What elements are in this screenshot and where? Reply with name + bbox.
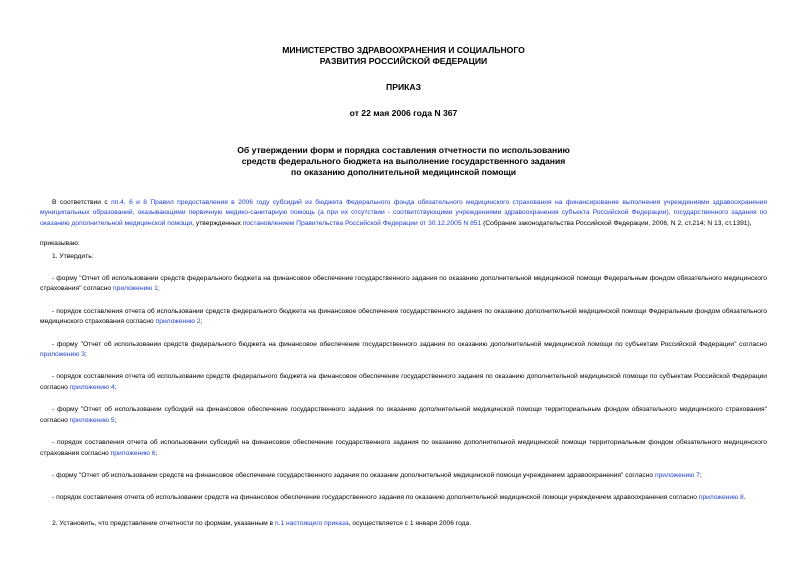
approved-item-text: - форму "Отчет об использовании средств федерального бюджета на финансовое обеспечение государственного задания по оказанию дополнительной медицинской помощи Федеральным фондом обязательного медицинского страхования" согласно — [40, 275, 767, 293]
item-2-establish — [40, 519, 767, 529]
order-subject — [40, 145, 767, 178]
approved-item-text: - порядок составления отчета об использовании средств федерального бюджета на финансовое обеспечение государственного задания по оказанию дополнительной медицинской помощи по субъектам Российской Федерации согласно — [40, 373, 767, 391]
appendix-link[interactable]: приложению 2 — [155, 318, 201, 326]
subject-line-2: средств федерального бюджета на выполнение государственного задания — [241, 156, 566, 166]
approved-item — [40, 340, 767, 361]
approved-item-end: ; — [200, 318, 203, 326]
subject-line-3: по оказанию дополнительной медицинской помощи — [291, 167, 516, 177]
appendix-link[interactable]: приложению 1 — [112, 285, 158, 293]
approved-item — [40, 274, 767, 295]
preamble-text-2: , утвержденных — [192, 219, 243, 227]
item-1-approve: 1. Утвердить: — [52, 252, 94, 260]
item-1-reference-link[interactable]: п.1 настоящего приказа — [274, 519, 349, 527]
approved-item-text: - форму "Отчет об использовании средств федерального бюджета на финансовое обеспечение государственного задания по оказанию дополнительной медицинской помощи по субъектам Российской Федерации" согласно — [52, 340, 767, 348]
appendix-link[interactable]: приложению 4 — [69, 383, 115, 391]
item-2-text-1: 2. Установить, что представление отчетности по формам, указанным в — [52, 519, 275, 527]
appendix-link[interactable]: приложению 6 — [110, 449, 156, 457]
item-2-text-2: , осуществляется с 1 января 2006 года. — [348, 519, 472, 527]
preamble-paragraph — [40, 198, 767, 229]
approved-item-end: ; — [699, 471, 702, 479]
subject-line-1: Об утверждении форм и порядка составления отчетности по использованию — [237, 145, 570, 155]
approved-item — [40, 493, 767, 503]
ministry-name — [40, 45, 767, 67]
approved-item-text: - форму "Отчет об использовании субсидий на финансовое обеспечение государственного задания по оказанию дополнительной медицинской помощи территориальным фондом обязательного медицинского страхования" согласно — [40, 406, 767, 424]
appendix-link[interactable]: приложению 7 — [654, 471, 700, 479]
approved-item-text: - порядок составления отчета об использовании средств на финансовое обеспечение государственного задания по оказанию дополнительной медицинской помощи учреждением здравоохранения согласно — [52, 494, 699, 502]
approved-item-text: - форму "Отчет об использовании средств на финансовое обеспечение государственного задания по оказание дополнительной медицинской помощи учреждением здравоохранения" согласно — [52, 471, 655, 479]
document-page — [40, 0, 767, 571]
approved-item-end: ; — [155, 449, 158, 457]
appendix-link[interactable]: приложению 3 — [40, 351, 85, 359]
approved-item — [40, 438, 767, 459]
approved-item — [40, 405, 767, 426]
ministry-line-1: МИНИСТЕРСТВО ЗДРАВООХРАНЕНИЯ И СОЦИАЛЬНОГО — [282, 45, 525, 55]
appendix-link[interactable]: приложению 8 — [698, 494, 744, 502]
approved-item-end: ; — [114, 383, 117, 391]
approved-item — [40, 471, 767, 481]
approved-item — [40, 307, 767, 328]
preamble-text-3: (Собрание законодательства Российской Федерации, 2006, N 2, ст.214; N 13, ст.1391), — [481, 219, 752, 227]
decree-word: приказываю: — [40, 240, 80, 248]
preamble-text-1: В соответствии с — [52, 199, 112, 206]
approved-item — [40, 372, 767, 393]
appendix-link[interactable]: приложению 5 — [69, 416, 115, 424]
approved-items-list — [40, 274, 767, 504]
approved-item-end: ; — [114, 416, 117, 424]
approved-item-text: - порядок составления отчета об использовании средств федерального бюджета на финансовое обеспечение государственного задания по оказанию дополнительной медицинской помощи Федеральным фондом обязательного медицинского страхования согласно — [40, 307, 767, 326]
rules-link[interactable]: пп.4, 6 и 8 Правил предоставления в 2006 году субсидий из бюджета Федерального фонда обязательного медицинского страхования на финансирование выполнения учреждениями здравоохранения муниципальных образований, оказывающими первичную медико-санитарную помощь (а при их отсутствии - соответствующими учреждениями здравоохранения субъекта Российской Федерации), государственного задания по оказанию дополнительной медицинской помощи — [40, 199, 767, 227]
ministry-line-2: РАЗВИТИЯ РОССИЙСКОЙ ФЕДЕРАЦИИ — [319, 56, 488, 66]
approved-item-text: - порядок составления отчета об использовании субсидий на финансовое обеспечение государственного задания по оказанию дополнительной медицинской помощи территориальным фондом обязательного медицинского страхования согласно — [40, 439, 767, 457]
order-title: ПРИКАЗ — [386, 82, 421, 92]
order-date: от 22 мая 2006 года N 367 — [349, 108, 458, 118]
approved-item-end: . — [743, 494, 746, 502]
approved-item-end: ; — [84, 351, 87, 359]
resolution-link[interactable]: постановлением Правительства Российской Федерации от 30.12.2005 N 851 — [242, 219, 482, 227]
approved-item-end: ; — [157, 285, 160, 293]
